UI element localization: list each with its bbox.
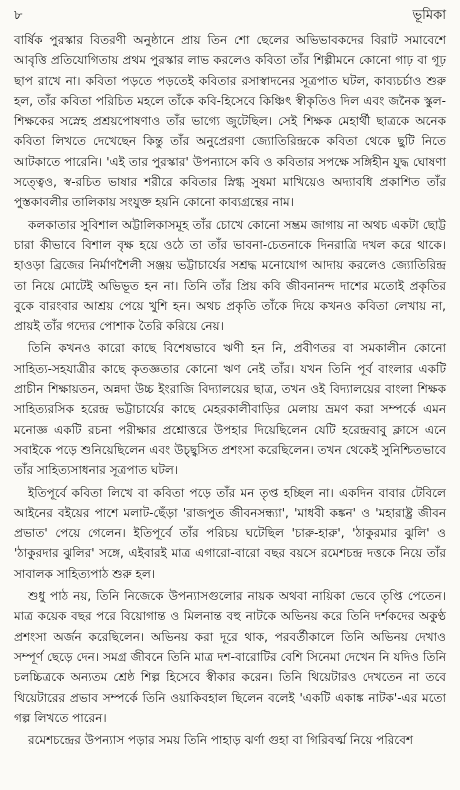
page-number: ৮ (14, 8, 23, 23)
paragraph-1: বার্ষিক পুরস্কার বিতরণী অনুষ্ঠানে প্রায় তিন শো ছেলের অভিভাবকদের বিরাট সমাবেশে আবৃত্তি প্রতিযোগিতায় প্রথম পুরস্কার লাভ করলেও কবিতা তাঁর শিল্পীমনে কোনো গাঢ় বা গূঢ় ছাপ রাখে না। কবিতা পড়তে পড়তেই কবিতার রসাস্বাদনের সূত্রপাত ঘটল, কাব্যচর্চাও শুরু হল, তাঁর কবিতা পরিচিত মহলে তাঁকে কবি-হিসেবে কিঞ্চিৎ স্বীকৃতিও দিল এবং জনৈক স্কুল-শিক্ষকের সস্নেহ প্রশ্রয়পোষণাও তাঁর ভাগ্যে জুটেছিল। সেই শিক্ষক মেহার্থী ছাত্রকে অনেক কবিতা লিখতে দেখেছেন কিন্তু তাঁর অনুপ্রেরণা জ্যোতিরিন্দ্রকে কবিতা থেকে ছুটি নিতে আটকাতে পারেনি। 'এই তার পুরস্কার' উপন্যাসে কবি ও কবিতার সপক্ষে সঙ্গিহীন যুদ্ধ ঘোষণা সত্ত্বেও, স্ব-রচিত ভাষার শরীরে কবিতার স্নিগ্ধ সুষমা মাখিয়েও অদ্যাবধি প্রকাশিত তাঁর পুস্তকাবলীর তালিকায় সংযুক্ত হয়নি কোনো কাব্যগ্রন্থের নাম। (14, 33, 446, 210)
paragraph-3: তিনি কখনও কারো কাছে বিশেষভাবে ঋণী হন নি, প্রবীণতর বা সমকালীন কোনো সাহিত্য-সহযাত্রীর কাছে কৃতজ্ঞতার কোনো ঋণ নেই তাঁর। যখন তিনি পূর্ব বাংলার একটি প্রাচীন শিক্ষায়তন, অন্নদা উচ্চ ইংরাজি বিদ্যালয়ের ছাত্র, তখন ওই বিদ্যালয়ের বাংলা শিক্ষক সাহিত্যরসিক হরেন্দ্র ভট্টাচার্যের কাছে মেহরকালীবাড়ির মেলায় ভ্রমণ করা সম্পর্কে এমন মনোজ্ঞ একটি রচনা পরীক্ষার প্রশ্নোত্তরে উপহার দিয়েছিলেন যেটি হরেন্দ্রবাবু ক্লাসে এনে সবাইকে পড়ে শুনিয়েছিলেন এবং উচ্ছ্বসিত প্রশংসা করেছিলেন। তখন থেকেই সুনিশ্চিতভাবে তাঁর সাহিত্যসাধনার সূত্রপাত ঘটল। (14, 341, 446, 478)
page-header (14, 6, 446, 26)
running-head: ভূমিকা (412, 8, 446, 23)
paragraph-6: রমেশচন্দ্রের উপন্যাস পড়ার সময় তিনি পাহাড় ঝর্ণা গুহা বা গিরিবর্ত্ম নিয়ে পরিবেশ (28, 733, 413, 748)
paragraph-2: কলকাতার সুবিশাল অট্টালিকাসমূহ তাঁর চোখে কোনো সম্ভ্রম জাগায় না অথচ একটা ছোট্ট চারা কীভাবে বিশাল বৃক্ষ হয়ে ওঠে তা তাঁর ভাবনা-চেতনাকে দিনরাত্রি দখল করে থাকে। হাওড়া ব্রিজের নির্মাণশৈলী সঞ্জয় ভট্টাচার্যের সশ্রদ্ধ মনোযোগ আদায় করলেও জ্যোতিরিন্দ্র তা নিয়ে মোটেই অভিভূত হন না। তিনি তাঁর প্রিয় কবি জীবনানন্দ দাশের মতোই প্রকৃতির বুকে বারংবার আশ্রয় পেয়ে খুশি হন। অথচ প্রকৃতি তাঁকে দিয়ে কখনও কবিতা লেখায় না, প্রায়ই তাঁর গদ্যের পোশাক তৈরি করিয়ে নেয়। (14, 217, 446, 334)
body-text (14, 30, 446, 750)
paragraph-4: ইতিপূর্বে কবিতা লিখে বা কবিতা পড়ে তাঁর মন তৃপ্ত হচ্ছিল না। একদিন বাবার টেবিলে আইনের বইয়ের পাশে মলাট-ছেঁড়া 'রাজপুত জীবনসন্ধ্যা', 'মাধবী কঙ্কন' ও 'মহারাষ্ট্র জীবন প্রভাত' পেয়ে গেলেন। ইতিপূর্বে তাঁর পরিচয় ঘটেছিল 'চারু-হারু', 'ঠাকুরমার ঝুলি' ও 'ঠাকুরদার ঝুলির' সঙ্গে, এইবারই মাত্র এগারো-বারো বছর বয়সে রমেশচন্দ্র দত্তকে নিয়ে তাঁর সাবালক সাহিত্যপাঠ শুরু হল। (14, 485, 446, 581)
paragraph-5: শুধু পাঠ নয়, তিনি নিজেকে উপন্যাসগুলোর নায়ক অথবা নায়িকা ভেবে তৃপ্তি পেতেন। মাত্র কয়েক বছর পরে বিয়োগান্ত ও মিলনান্ত বহু নাটকে অভিনয় করে তিনি দর্শকদের অকুণ্ঠ প্রশংসা অর্জন করেছিলেন। অভিনয় করা দূরে থাক, পরবর্তীকালে তিনি অভিনয় দেখাও সম্পূর্ণ ছেড়ে দেন। সমগ্র জীবনে তিনি মাত্র দশ-বারোটির বেশি সিনেমা দেখেন নি যদিও তিনি চলচ্চিত্রকে অন্যতম শ্রেষ্ঠ শিল্প হিসেবে স্বীকার করেন। তিনি থিয়েটারও দেখতেন না তবে থিয়েটারের প্রভাব সম্পর্কে তিনি ওয়াকিবহাল ছিলেন বলেই 'একটি একাঙ্ক নাটক'-এর মতো গল্প লিখতে পারেন। (14, 589, 446, 725)
